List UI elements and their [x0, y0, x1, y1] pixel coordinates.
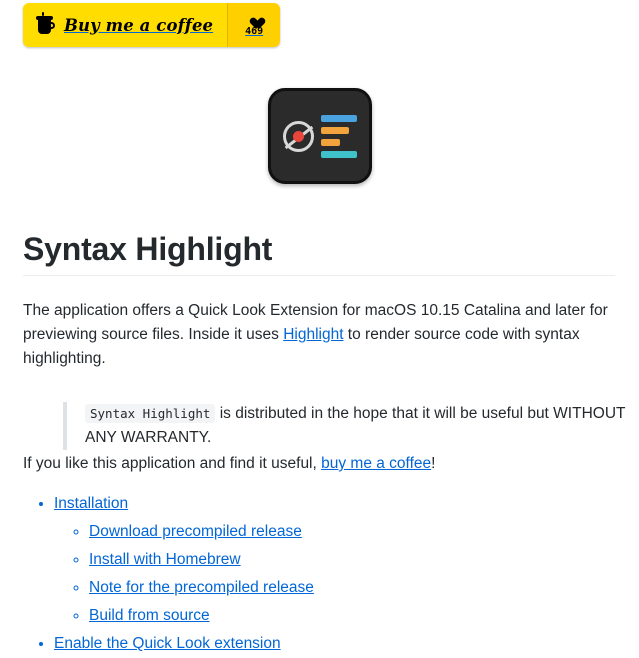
- buy-me-a-coffee-link[interactable]: buy me a coffee: [321, 455, 432, 472]
- app-icon-container: [0, 88, 639, 184]
- buy-me-a-coffee-button[interactable]: [23, 3, 227, 47]
- intro-text-2: to render source code with syntax highlighting.: [23, 326, 580, 367]
- buy-me-a-coffee-count[interactable]: [227, 3, 280, 47]
- toc-link-note-for-the-precompiled-release[interactable]: Note for the precompiled release: [89, 579, 314, 596]
- toc-link-installation[interactable]: Installation: [54, 495, 129, 512]
- title-divider: [23, 275, 615, 276]
- intro-text-1: The application offers a Quick Look Extension for macOS 10.15 Catalina and later for previewing source files. Inside it uses: [23, 302, 608, 343]
- warranty-text: [85, 402, 639, 450]
- page-title: Syntax Highlight: [23, 231, 273, 267]
- buy-me-a-coffee-badge[interactable]: [23, 3, 280, 47]
- heart-icon: [248, 13, 261, 25]
- intro-paragraph: [23, 299, 617, 371]
- support-text-2: !: [431, 455, 436, 472]
- buy-me-a-coffee-label: Buy me a coffee: [64, 15, 214, 35]
- toc-link-install-with-homebrew[interactable]: Install with Homebrew: [89, 551, 241, 568]
- warranty-blockquote: [63, 402, 639, 450]
- list-item: [89, 518, 639, 546]
- table-of-contents: [23, 490, 639, 658]
- toc-link-build-from-source[interactable]: Build from source: [89, 607, 210, 624]
- list-item: [89, 546, 639, 574]
- warranty-sentence: is distributed in the hope that it will be useful but WITHOUT ANY WARRANTY.: [85, 405, 626, 446]
- toc-link-download-precompiled-release[interactable]: Download precompiled release: [89, 523, 302, 540]
- list-item: [89, 602, 639, 630]
- list-item: [54, 630, 639, 658]
- code-lines-graphic: [321, 115, 357, 158]
- eye-icon: [283, 121, 314, 152]
- syntax-highlight-app-icon: [268, 88, 372, 184]
- support-paragraph: [23, 452, 617, 476]
- list-item: [89, 574, 639, 602]
- toc-link-enable-the-quick-look-extension[interactable]: Enable the Quick Look extension: [54, 635, 281, 652]
- toc-sublist-installation: [54, 518, 639, 630]
- supporter-count: 469: [245, 26, 264, 37]
- coffee-cup-icon: [36, 14, 55, 36]
- highlight-link[interactable]: Highlight: [283, 326, 344, 343]
- list-item: [54, 490, 639, 630]
- inline-code-syntax-highlight: Syntax Highlight: [85, 404, 215, 423]
- support-text-1: If you like this application and find it useful,: [23, 455, 322, 472]
